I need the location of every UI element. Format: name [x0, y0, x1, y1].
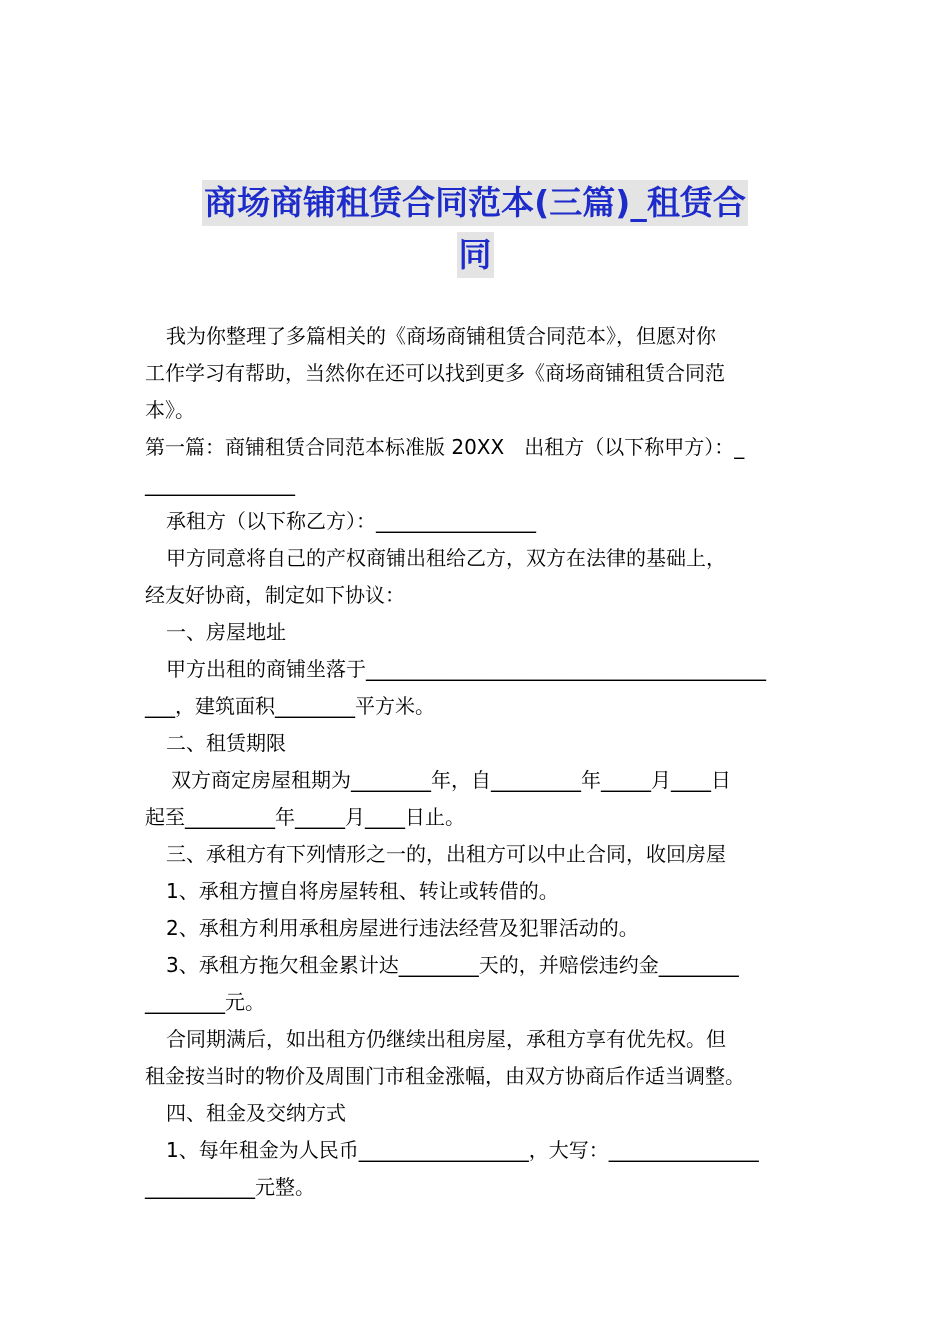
title-line-2: 同 [457, 232, 494, 278]
section-1-heading: 一、房屋地址 [166, 620, 286, 644]
term-line-2: 起至_________年_____月____日止。 [145, 805, 465, 829]
agreement-intro-line-1: 甲方同意将自己的产权商铺出租给乙方，双方在法律的基础上， [166, 546, 726, 570]
lessor-blank-continuation: _______________ [145, 472, 295, 496]
agreement-intro-line-2: 经友好协商，制定如下协议： [145, 583, 405, 607]
section-3-item-3: 3、承租方拖欠租金累计达________天的，并赔偿违约金________ [166, 953, 739, 977]
section-3-heading: 三、承租方有下列情形之一的，出租方可以中止合同，收回房屋 [166, 842, 726, 866]
document-body [145, 318, 815, 1206]
section-3-item-1: 1、承租方擅自将房屋转租、转让或转借的。 [166, 879, 559, 903]
title-line-1: 商场商铺租赁合同范本(三篇)_租赁合 [202, 180, 748, 226]
lessee-line: 承租方（以下称乙方）：________________ [166, 509, 536, 533]
intro-line-2: 工作学习有帮助，当然你在还可以找到更多《商场商铺租赁合同范 [145, 361, 725, 385]
section-3-item-3-continuation: ________元。 [145, 990, 265, 1014]
renewal-line-2: 租金按当时的物价及周围门市租金涨幅，由双方协商后作适当调整。 [145, 1064, 745, 1088]
section-3-item-2: 2、承租方利用承租房屋进行违法经营及犯罪活动的。 [166, 916, 639, 940]
document-title [0, 180, 950, 278]
section-4-heading: 四、租金及交纳方式 [166, 1101, 346, 1125]
intro-line-1: 我为你整理了多篇相关的《商场商铺租赁合同范本》，但愿对你 [166, 324, 716, 348]
section-2-heading: 二、租赁期限 [166, 731, 286, 755]
address-line-1: 甲方出租的商铺坐落于________________________________________ [166, 657, 766, 681]
term-line-1: 双方商定房屋租期为________年，自_________年_____月____日 [171, 768, 731, 792]
rent-line-2: ___________元整。 [145, 1175, 315, 1199]
intro-line-3: 本》。 [145, 398, 195, 422]
renewal-line-1: 合同期满后，如出租方仍继续出租房屋，承租方享有优先权。但 [166, 1027, 726, 1051]
rent-line-1: 1、每年租金为人民币_________________，大写：_______________ [166, 1138, 759, 1162]
first-contract-heading: 第一篇：商铺租赁合同范本标准版 20XX 出租方（以下称甲方）：_ [145, 435, 745, 459]
address-line-2: ___，建筑面积________平方米。 [145, 694, 435, 718]
